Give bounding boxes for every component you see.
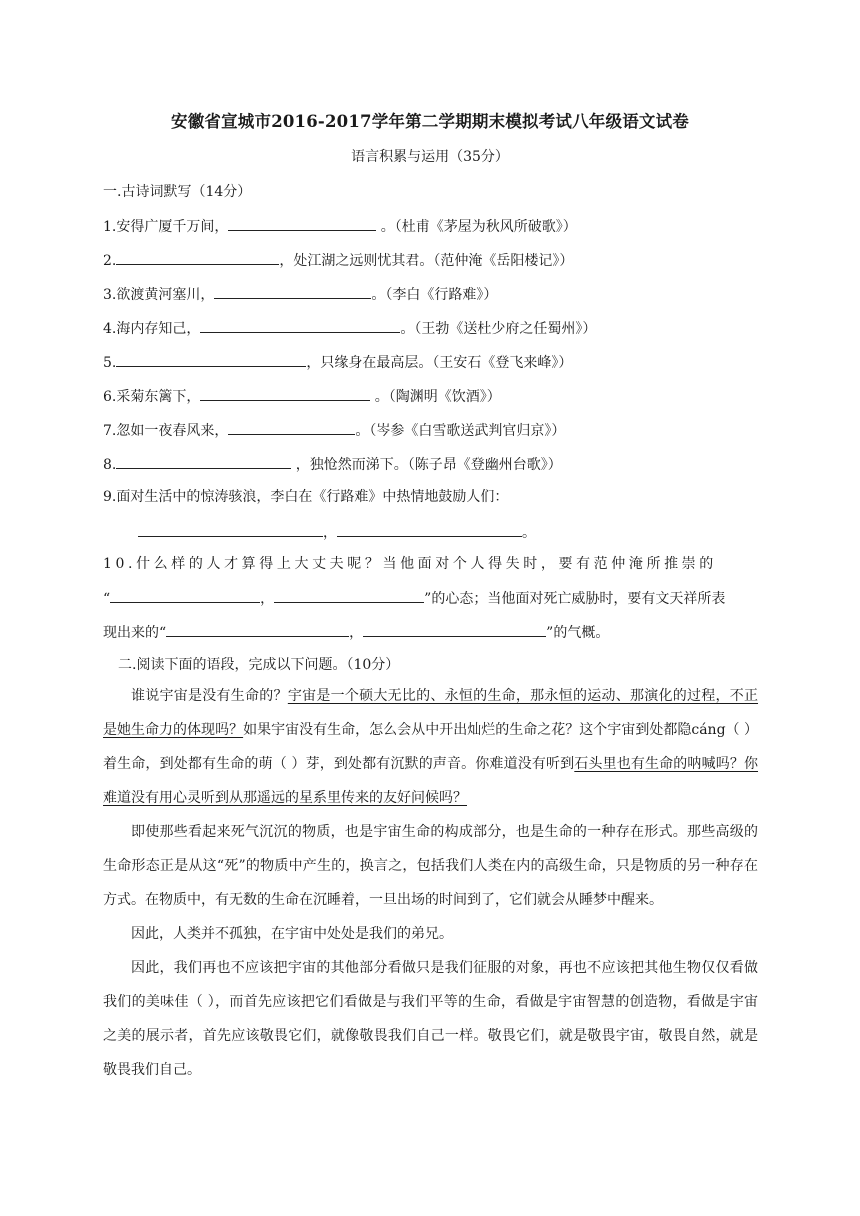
answer-blank[interactable] — [274, 587, 424, 603]
question-10-text: ”的气概。 — [546, 625, 610, 641]
underlined-sentence-2: 石头里也有生命的呐喊吗？你难道没有用心灵听到从那遥远的星系里传来的友好问候吗？ — [103, 756, 759, 806]
question-3 — [103, 283, 497, 305]
passage-paragraph-3: 因此，人类并不孤独，在宇宙中处处是我们的弟兄。 — [131, 926, 453, 942]
answer-blank[interactable] — [214, 283, 371, 299]
passage-text: 谁说宇宙是没有生命的？ — [131, 688, 288, 704]
answer-blank[interactable] — [116, 249, 279, 265]
question-8-text: 8. — [103, 457, 117, 473]
question-8-source: ，独怆然而涕下。（陈子昂《登幽州台歌》） — [291, 457, 562, 473]
answer-blank[interactable] — [228, 419, 355, 435]
question-6 — [103, 385, 501, 407]
question-6-text: 6.采菊东篱下， — [103, 389, 201, 405]
question-2 — [103, 249, 573, 271]
question-10-text: 现出来的“ — [103, 625, 167, 641]
answer-blank[interactable] — [200, 385, 370, 401]
question-10 — [103, 553, 758, 573]
passage-text: 如果宇宙没有生命，怎么会从中开出灿烂的生命之花？这个宇宙到处都隐cáng（ ）着生命，到处都有生命的萌（ ）芽，到处都有沉默的声音。你难道没有听到 — [103, 722, 758, 772]
separator: 。 — [522, 525, 536, 541]
question-6-source: 。（陶渊明《饮酒》） — [370, 389, 501, 405]
question-1 — [103, 215, 577, 237]
section-subtitle: 语言积累与运用（35分） — [351, 149, 509, 165]
question-1-source: 。（杜甫《茅屋为秋风所破歌》） — [376, 219, 577, 235]
question-4-source: 。（王勃《送杜少府之任蜀州》） — [400, 321, 597, 337]
question-10-line1: 10.什么样的人才算得上大丈夫呢？当他面对个人得失时，要有范仲淹所推崇的 — [103, 556, 717, 572]
question-9-answer — [138, 521, 536, 543]
answer-blank[interactable] — [110, 587, 260, 603]
question-2-source: ，处江湖之远则忧其君。（范仲淹《岳阳楼记》） — [279, 253, 574, 269]
answer-blank[interactable] — [200, 317, 400, 333]
separator: ， — [323, 525, 337, 541]
answer-blank[interactable] — [228, 215, 376, 231]
passage-paragraph-1 — [103, 679, 758, 815]
question-7 — [103, 419, 565, 441]
reading-passage — [103, 679, 758, 1087]
underlined-sentence-1: 宇宙是一个硕大无比的、永恒的生命，那永恒的运动、那演化的过程，不正是她生命力的体现吗？ — [103, 688, 759, 738]
question-7-source: 。（岑参《白雪歌送武判官归京》） — [355, 423, 566, 439]
passage-paragraph-2: 即使那些看起来死气沉沉的物质，也是宇宙生命的构成部分，也是生命的一种存在形式。那些高级的生命形态正是从这“死”的物质中产生的，换言之，包括我们人类在内的高级生命，只是物质的另一种存在方式。在物质中，有无数的生命在沉睡着，一旦出场的时间到了，它们就会从睡梦中醒来。 — [103, 824, 758, 908]
question-10-line3 — [103, 621, 758, 642]
question-7-text: 7.忽如一夜春风来， — [103, 423, 229, 439]
question-5 — [103, 351, 572, 373]
question-1-text: 1.安得广厦千万间， — [103, 219, 229, 235]
answer-blank[interactable] — [337, 521, 522, 537]
answer-blank[interactable] — [138, 521, 323, 537]
answer-blank[interactable] — [116, 351, 306, 367]
question-8 — [103, 453, 562, 475]
answer-blank[interactable] — [166, 621, 349, 637]
passage-paragraph-4: 因此，我们再也不应该把宇宙的其他部分看做只是我们征服的对象，再也不应该把其他生物仅仅看做我们的美味佳（ ），而首先应该把它们看做是与我们平等的生命，看做是宇宙智慧的创造物，看做是宇宙之美的展示者，首先应该敬畏它们，就像敬畏我们自己一样。敬畏它们，就是敬畏宇宙，敬畏自然，就是敬畏我们自己。 — [103, 960, 758, 1078]
question-3-source: 。（李白《行路难》） — [371, 287, 498, 303]
question-3-text: 3.欲渡黄河塞川， — [103, 287, 215, 303]
page-title: 安徽省宣城市2016-2017学年第二学期期末模拟考试八年级语文试卷 — [171, 112, 689, 131]
question-9: 9.面对生活中的惊涛骇浪，李白在《行路难》中热情地鼓励人们： — [103, 489, 509, 505]
question-5-text: 5. — [103, 355, 117, 371]
question-10-text: ”的心态；当他面对死亡威胁时，要有文天祥所表 — [424, 591, 726, 607]
question-4-text: 4.海内存知己， — [103, 321, 201, 337]
question-10-line2 — [103, 587, 758, 608]
separator: ， — [349, 625, 364, 641]
section2-heading: 二.阅读下面的语段，完成以下问题。（10分） — [118, 657, 400, 673]
answer-blank[interactable] — [116, 453, 291, 469]
question-5-source: ，只缘身在最高层。（王安石《登飞来峰》） — [306, 355, 573, 371]
question-2-text: 2. — [103, 253, 117, 269]
separator: ， — [260, 591, 275, 607]
question-4 — [103, 317, 596, 339]
section1-heading: 一.古诗词默写（14分） — [103, 184, 252, 200]
quote-open: “ — [103, 591, 111, 607]
answer-blank[interactable] — [363, 621, 546, 637]
